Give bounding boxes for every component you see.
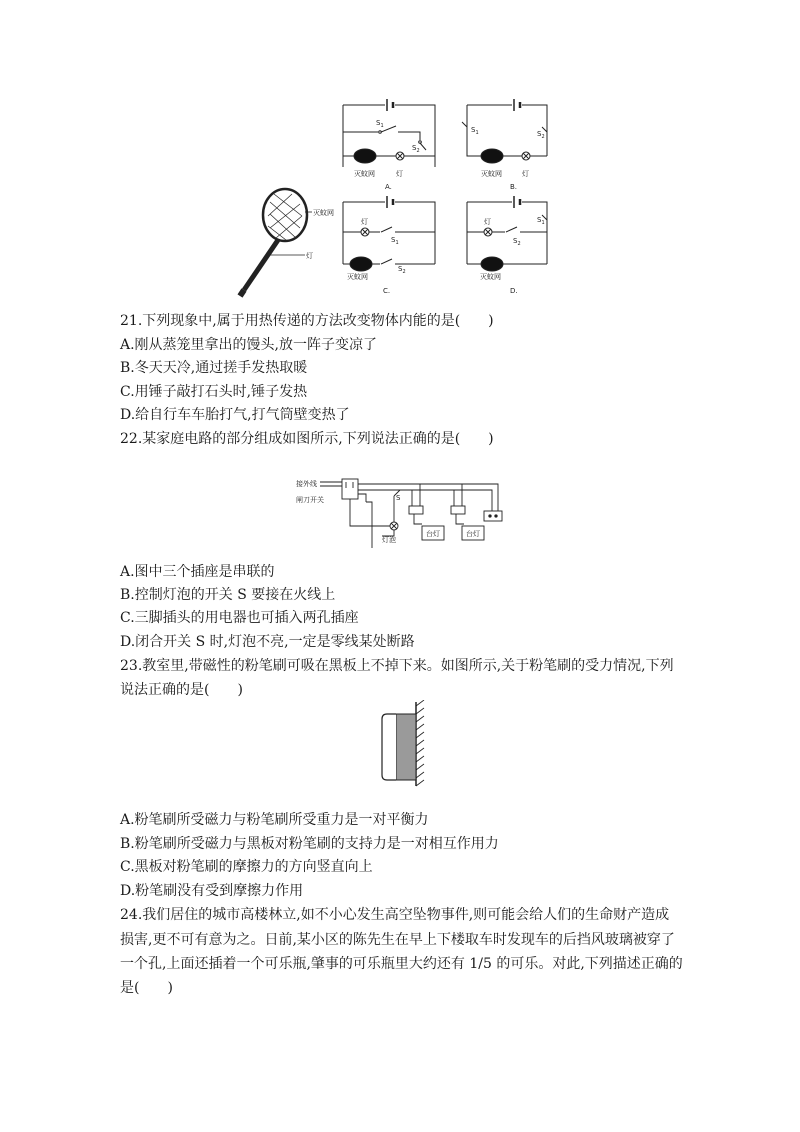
desk-lamp-1-label: 台灯 xyxy=(426,530,440,538)
q21-option-b: B.冬天天冷,通过搓手发热取暖 xyxy=(120,360,308,376)
circuit-d-switch2-label: $S_2$ xyxy=(513,237,521,247)
circuit-b-net-label: 灭蚊网 xyxy=(481,170,502,178)
q23-stem-line2: 说法正确的是( ) xyxy=(120,682,243,698)
mosquito-racket-illustration xyxy=(240,189,312,296)
q24-line3: 一个孔,上面还插着一个可乐瓶,肇事的可乐瓶里大约还有 1/5 的可乐。对此,下列描述正确的 xyxy=(120,956,683,972)
q23-option-b: B.粉笔刷所受磁力与黑板对粉笔刷的支持力是一对相互作用力 xyxy=(120,836,499,852)
circuit-c xyxy=(343,196,435,271)
circuit-d xyxy=(467,196,547,271)
mosquito-racket-circuits-figure xyxy=(230,92,570,302)
household-circuit-figure xyxy=(296,476,504,552)
circuit-a-switch-label: $S_1$ xyxy=(376,119,384,129)
circuit-d-net-label: 灭蚊网 xyxy=(480,273,501,281)
q23-option-d: D.粉笔刷没有受到摩擦力作用 xyxy=(120,883,304,899)
circuit-d-lamp-label: 灯 xyxy=(484,218,491,226)
circuit-a-net-label: 灭蚊网 xyxy=(354,170,375,178)
circuit-b-lamp-label: 灯 xyxy=(522,170,529,178)
circuit-d-switch1-label: $S_1$ xyxy=(537,216,545,226)
q22-stem: 22.某家庭电路的部分组成如图所示,下列说法正确的是( ) xyxy=(120,431,494,447)
q23-option-a: A.粉笔刷所受磁力与粉笔刷所受重力是一对平衡力 xyxy=(120,812,429,828)
q22-option-d: D.闭合开关 S 时,灯泡不亮,一定是零线某处断路 xyxy=(120,634,415,650)
chalk-eraser-on-blackboard-figure xyxy=(376,700,440,790)
q21-option-d: D.给自行车车胎打气,打气筒壁变热了 xyxy=(120,407,350,423)
q22-option-a: A.图中三个插座是串联的 xyxy=(120,564,275,580)
circuit-a-option-label: A. xyxy=(385,183,392,191)
circuit-a-lamp-label: 灯 xyxy=(396,170,403,178)
bulb-label: 灯泡 xyxy=(382,536,396,544)
racket-net-label: 灭蚊网 xyxy=(313,209,334,217)
q24-line1: 24.我们居住的城市高楼林立,如不小心发生高空坠物事件,则可能会给人们的生命财产造成 xyxy=(120,907,670,923)
circuit-b-option-label: B. xyxy=(510,183,518,191)
q21-option-c: C.用锤子敲打石头时,锤子发热 xyxy=(120,384,308,400)
q24-line4: 是( ) xyxy=(120,980,173,996)
q21-stem: 21.下列现象中,属于用热传递的方法改变物体内能的是( ) xyxy=(120,313,494,329)
circuit-c-lamp-label: 灯 xyxy=(361,218,368,226)
q21-option-a: A.刚从蒸笼里拿出的馒头,放一阵子变凉了 xyxy=(120,337,378,353)
circuit-b-switch1-label: $S_1$ xyxy=(471,126,479,136)
outer-line-label: 接外线 xyxy=(296,480,317,488)
switch-s-label: S xyxy=(396,494,401,502)
q23-stem-line1: 23.教室里,带磁性的粉笔刷可吸在黑板上不掉下来。如图所示,关于粉笔刷的受力情况,下列 xyxy=(120,658,674,674)
circuit-c-switch2-label: $S_2$ xyxy=(398,265,406,275)
circuit-b-switch2-label: $S_2$ xyxy=(537,130,545,140)
circuit-c-switch1-label: $S_1$ xyxy=(391,236,399,246)
desk-lamp-2-label: 台灯 xyxy=(466,530,480,538)
circuit-a-switch2-label: $S_2$ xyxy=(412,144,420,154)
racket-lamp-label: 灯 xyxy=(306,252,313,260)
q23-option-c: C.黑板对粉笔刷的摩擦力的方向竖直向上 xyxy=(120,859,373,875)
q24-line2: 损害,更不可有意为之。日前,某小区的陈先生在早上下楼取车时发现车的后挡风玻璃被穿了 xyxy=(120,932,675,948)
q22-option-b: B.控制灯泡的开关 S 要接在火线上 xyxy=(120,587,336,603)
circuit-c-option-label: C. xyxy=(383,287,391,295)
q22-option-c: C.三脚插头的用电器也可插入两孔插座 xyxy=(120,610,359,626)
circuit-c-net-label: 灭蚊网 xyxy=(347,273,368,281)
knife-switch-label: 闸刀开关 xyxy=(296,496,324,504)
circuit-a xyxy=(343,99,435,167)
circuit-d-option-label: D. xyxy=(510,287,518,295)
